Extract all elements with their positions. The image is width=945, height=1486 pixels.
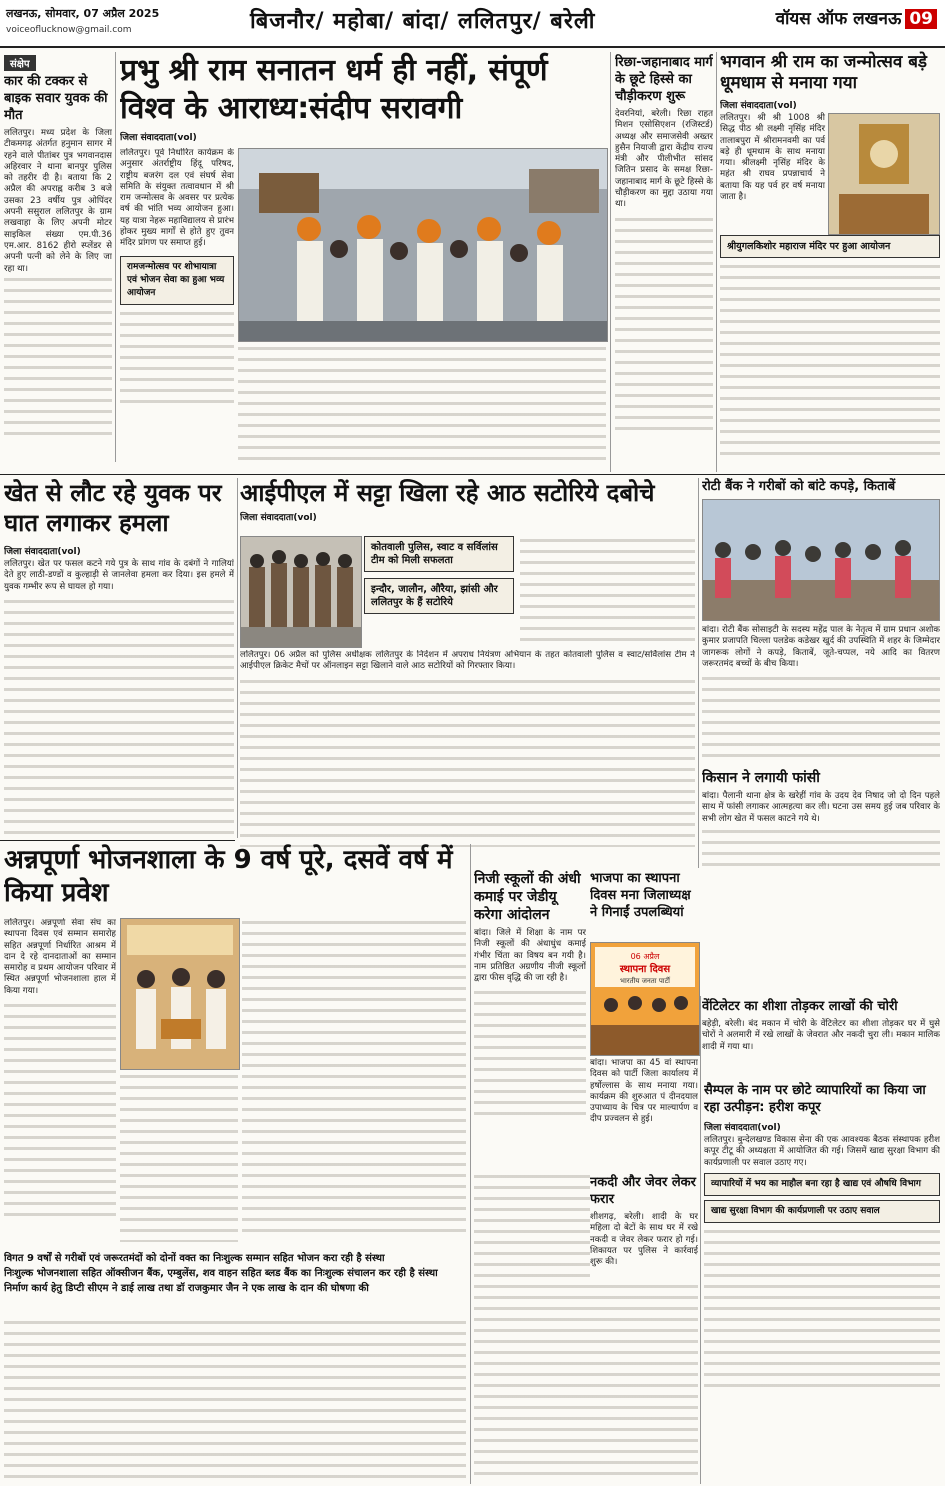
ipl-text-more (240, 677, 695, 847)
sample-story (704, 1080, 940, 1484)
lead-text: ललितपुर। पूर्व निर्धारित कार्यक्रम के अनुसार अंतर्राष्ट्रीय हिंदू परिषद, राष्ट्रीय बजरंग दल एवं संघर्ष सेवा समिति के संयुक्त तत्वावधान में श्री राम जन्मोत्सव के अवसर पर प्रत्येक वर्ष की भांति भव्य आयोजन हुआ। यह यात्रा नेहरू महाविद्यालय से प्रारंभ होकर मुख्य मार्गों से होते हुए तुवन मंदिर प्रांगण पर समाप्त हुई। (120, 148, 234, 249)
page-number: 09 (905, 9, 937, 29)
private-text-more (474, 988, 586, 1118)
road-story (615, 52, 713, 472)
private-text: बांदा। जिले में शिक्षा के नाम पर निजी स्कूलों की अंधाधुंध कमाई गंभीर चिंता का विषय बन गयी है। नाम प्रतिष्ठित अग्रणीय नीजी स्कूलों द्वारा फीस वृद्धि की जा रही है। (474, 928, 586, 984)
ram-highlight-box: श्रीयुगलकिशोर महाराज मंदिर पर हुआ आयोजन (720, 235, 940, 258)
lead-text-more (120, 309, 234, 409)
masthead (0, 0, 945, 48)
annapurna-right-filler (242, 918, 466, 1238)
private-story (474, 868, 586, 1168)
ventilator-story (702, 996, 940, 1076)
ipl-side-filler (520, 536, 695, 648)
private-headline: निजी स्कूलों की अंधी कमाई पर जेडीयू करेगा आंदोलन (474, 871, 581, 923)
ipl-box-2: इन्दौर, जालौन, औरैया, झांसी और ललितपुर के हैं सटोरिये (364, 578, 514, 614)
sample-headline: सैम्पल के नाम पर छोटे व्यापारियों का किया जा रहा उत्पीड़न: हरीश कपूर (704, 1083, 926, 1115)
roti-text-more (702, 674, 940, 764)
issue-date: लखनऊ, सोमवार, 07 अप्रैल 2025 (6, 7, 160, 20)
lead-dateline: जिला संवाददाता(vol) (120, 133, 197, 143)
brief-label: संक्षेप (4, 55, 36, 71)
sample-text-more (704, 1227, 940, 1387)
annapurna-bullets (4, 1250, 466, 1314)
annapurna-headline: अन्नपूर्णा भोजनशाला के 9 वर्ष पूरे, दसवें वर्ष में किया प्रवेश (4, 845, 453, 908)
kisan-headline: किसान ने लगायी फांसी (702, 770, 820, 787)
annapurna-bottom-filler (4, 1318, 466, 1482)
farm-text: ललितपुर। खेत पर फसल कटने गये पुत्र के साथ गांव के दबंगों ने गालियां देते हुए लाठी-डण्डों व कुल्हाड़ी से जानलेवा हमला कर दिया। इस हमले में युवक गम्भीर रूप से घायल हो गया। (4, 559, 234, 592)
kisan-text-more (702, 827, 940, 871)
site-email: voiceoflucknow@gmail.com (6, 25, 132, 35)
roti-headline: रोटी बैंक ने गरीबों को बांटे कपड़े, किताबें (702, 479, 896, 494)
ipl-side-text (520, 536, 695, 648)
annapurna-photo-caption-area (120, 1072, 238, 1247)
ventilator-text: बहेड़ी, बरेली। बंद मकान में चोरी के वेंटिलेटर का शीशा तोड़कर घर में घुसे चोरों ने अलमारी में रखे लाखों के जेवरात और नकदी चुरा ली। मकान मालिक शादी में गया था। (702, 1019, 940, 1052)
ram-dateline: जिला संवाददाता(vol) (720, 101, 797, 111)
brief-text: ललितपुर। मध्य प्रदेश के जिला टीकमगढ़ अंतर्गत हनुमान सागर में रहने वाले पीतांबर पुत्र भगवानदास अहिरवार ने थाना बानपुर पुलिस को तहरीर दी है। बताया कि 2 अप्रैल की अपराह्न करीब 3 बजे उसका 23 वर्षीय पुत्र ओपिंदर अपनी ससुराल ललितपुर के ग्राम लखवाहा के लिए अपनी मोटर साइकिल संख्या एम.पी.36 एम.आर. 8162 हीरो स्प्लेंडर से अपनी पत्नी को लेने के लिए जा रहा था। (4, 128, 112, 274)
lead-columns-filler (238, 344, 606, 468)
ipl-boxes (364, 536, 514, 656)
ram-text-more (720, 262, 940, 462)
sample-dateline: जिला संवाददाता(vol) (704, 1123, 781, 1133)
annapurna-text: ललितपुर। अन्नपूर्णा सेवा संघ का स्थापना दिवस एवं सम्मान समारोह सहित अन्नपूर्णा निर्धारित आश्रम में दान दे रहे दानदाताओं का सम्मान समारोह व प्रथम आयोजन परिवार में स्थित अन्नपूर्णा भोजनशाला हाल में किया गया। (4, 918, 116, 996)
ipl-box-1: कोतवाली पुलिस, स्वाट व सर्विलांस टीम को मिली सफलता (364, 536, 514, 572)
ram-text: ललितपुर। श्री श्री 1008 श्री सिद्ध पीठ श्री लक्ष्मी नृसिंह मंदिर तालाबपुरा में श्रीरामनवमी का पर्व बड़े ही धूमधाम के साथ मनाया गया। श्रीलक्ष्मी नृसिंह मंदिर के महंत श्री राघव प्रपन्नाचार्य ने बताया कि यह पर्व हर वर्ष मनाया जाता है। (720, 113, 825, 203)
lead-headline: प्रभु श्री राम सनातन धर्म ही नहीं, संपूर्ण विश्व के आराध्य:संदीप सरावगी (120, 53, 548, 126)
sample-text: ललितपुर। बुन्देलखण्ड विकास सेना की एक आवश्यक बैठक संस्थापक हरीश कपूर टीटू की अध्यक्षता में आयोजित की गई। जिसमें खाद्य सुरक्षा विभाग की कार्यप्रणाली पर सवाल उठाए गए। (704, 1135, 940, 1168)
theft-block (590, 1172, 698, 1282)
annapurna-bullet-3: निर्माण कार्य हेतु डिप्टी सीएम ने डाई लाख तथा डॉ राजकुमार जैन ने एक लाख के दान की घोषणा की (4, 1283, 369, 1294)
annapurna-bullet-1: विगत 9 वर्षों से गरीबों एवं जरूरतमंदों को दोनों वक्त का निःशुल्क सम्मान सहित भोजन करा रही है संस्था (4, 1253, 385, 1264)
ventilator-headline: वेंटिलेटर का शीशा तोड़कर लाखों की चोरी (702, 999, 898, 1014)
bjp-headline: भाजपा का स्थापना दिवस मना जिलाध्यक्ष ने गिनाईं उपलब्धियां (590, 871, 691, 920)
bjp-headline-box (590, 868, 698, 940)
roti-text: बांदा। रोटी बैंक सोसाइटी के सदस्य महेंद्र पाल के नेतृत्व में ग्राम प्रधान अशोक कुमार प्रजापति चिल्ला पलडेक कडेखर खुर्द की उपस्थिति में शहर के जिम्मेदार जागरूक लोगों ने कपड़े, किताबें, जूते-चप्पल, नये आदि का वितरण जरूरतमंद बच्चों के बीच किया। (702, 625, 940, 669)
ram-story (720, 50, 940, 470)
roti-story (702, 476, 940, 996)
brand-logo (776, 6, 937, 29)
kisan-text: बांदा। पैलानी थाना क्षेत्र के खरेहीं गांव के उदय देव निषाद जो दो दिन पहले साथ में फांसी लगाकर आत्महत्या कर ली। घटना उस समय हुई जब परिवार के सभी लोग खेत में फसल काटने गये थे। (702, 791, 940, 824)
ipl-text-block (240, 650, 695, 860)
section-title: बिजनौर/ महोबा/ बांदा/ ललितपुर/ बरेली (250, 9, 596, 34)
road-headline: रिछा-जहानाबाद मार्ग के छूटे हिस्से का चौड़ीकरण शुरू (615, 55, 713, 104)
bjp-text-block (590, 1058, 698, 1168)
ipl-dateline: जिला संवाददाता(vol) (240, 513, 317, 523)
roti-photo (702, 499, 940, 621)
ram-headline: भगवान श्री राम का जन्मोत्सव बड़े धूमधाम से मनाया गया (720, 52, 928, 93)
ipl-text: ललितपुर। 06 अप्रैल को पुलिस अधीक्षक ललितपुर के निर्देशन में अपराध नियंत्रण अभियान के तहत कोतवाली पुलिस व स्वाट/सर्विलांस टीम ने आईपीएल क्रिकेट मैचों पर ऑनलाइन सट्टा खिलाने वाले आठ सटोरियों को गिरफ्तार किया। (240, 650, 695, 672)
bjp-photo (590, 942, 700, 1056)
road-text-more (615, 215, 713, 435)
ipl-headline: आईपीएल में सट्टा खिला रहे आठ सटोरिये दबोचे (240, 479, 655, 507)
brief-headline: कार की टक्कर से बाइक सवार युवक की मौत (4, 74, 108, 123)
brand-name: वॉयस ऑफ लखनऊ (775, 9, 902, 29)
road-text: देवरनियां, बरेली। रिछा राहत मिशन एसोसिएशन (रजिस्टर्ड) अध्यक्ष और समाजसेवी अख्तर हुसैन नियाजी द्वारा केंद्रीय राज्य मंत्री और पीलीभीत सांसद जितिन प्रसाद के समक्ष रिछा-जहानाबाद मार्ग के छूटे हिस्से के चौड़ीकरण का मुद्दा उठाया गया था। (615, 109, 713, 210)
bjp-banner-party: भारतीय जनता पार्टी (620, 977, 670, 985)
sample-box: व्यापारियों में भय का माहौल बना रहा है खाद्य एवं औषधि विभाग (704, 1173, 940, 1196)
annapurna-bottom-text (4, 1318, 466, 1482)
farm-text-more (4, 597, 234, 837)
theft-headline: नकदी और जेवर लेकर फरार (590, 1175, 696, 1207)
sample-box-2: खाद्य सुरक्षा विभाग की कार्यप्रणाली पर उठाए सवाल (704, 1200, 940, 1223)
bjp-banner-date: 06 अप्रैल (630, 952, 660, 961)
ipl-photo (240, 536, 362, 648)
brief-text-continued (4, 275, 112, 435)
farm-story (4, 478, 234, 838)
brief-column (4, 52, 112, 462)
lead-highlight-box: रामजन्मोत्सव पर शोभायात्रा एवं भोजन सेवा का हुआ भव्य आयोजन (120, 256, 234, 305)
theft-text: शीशगढ़, बरेली। शादी के घर महिला दो बेटों के साथ घर में रखे नकदी व जेवर लेकर फरार हो गई। शिकायत पर पुलिस ने कार्रवाई शुरू की। (590, 1212, 698, 1268)
lead-text-column (120, 148, 234, 468)
annapurna-text-right (242, 918, 466, 1248)
bjp-text: बांदा। भाजपा का 45 वां स्थापना दिवस को पार्टी जिला कार्यालय में हर्षोल्लास के साथ मनाया गया। कार्यक्रम की शुरुआत पं दीनदयाल उपाध्याय के चित्र पर माल्यार्पण व दीप प्रज्वलन से हुई। (590, 1058, 698, 1125)
lead-photo (238, 148, 608, 342)
annapurna-middle-filler (120, 1072, 238, 1242)
annapurna-bullet-2: निःशुल्क भोजनशाला सहित ऑक्सीजन बैंक, एम्बुलेंस, शव वाहन सहित ब्लड बैंक का निःशुल्क संचालन कर रही है संस्था (4, 1268, 438, 1279)
annapurna-text-more (4, 1001, 116, 1221)
annapurna-photo (120, 918, 240, 1070)
annapurna-text-column (4, 918, 116, 1248)
farm-dateline: जिला संवाददाता(vol) (4, 547, 81, 557)
farm-headline: खेत से लौट रहे युवक पर घात लगाकर हमला (4, 479, 222, 537)
bjp-banner-title: स्थापना दिवस (619, 964, 671, 975)
ram-photo (828, 113, 940, 235)
lead-text-continued (238, 344, 606, 468)
